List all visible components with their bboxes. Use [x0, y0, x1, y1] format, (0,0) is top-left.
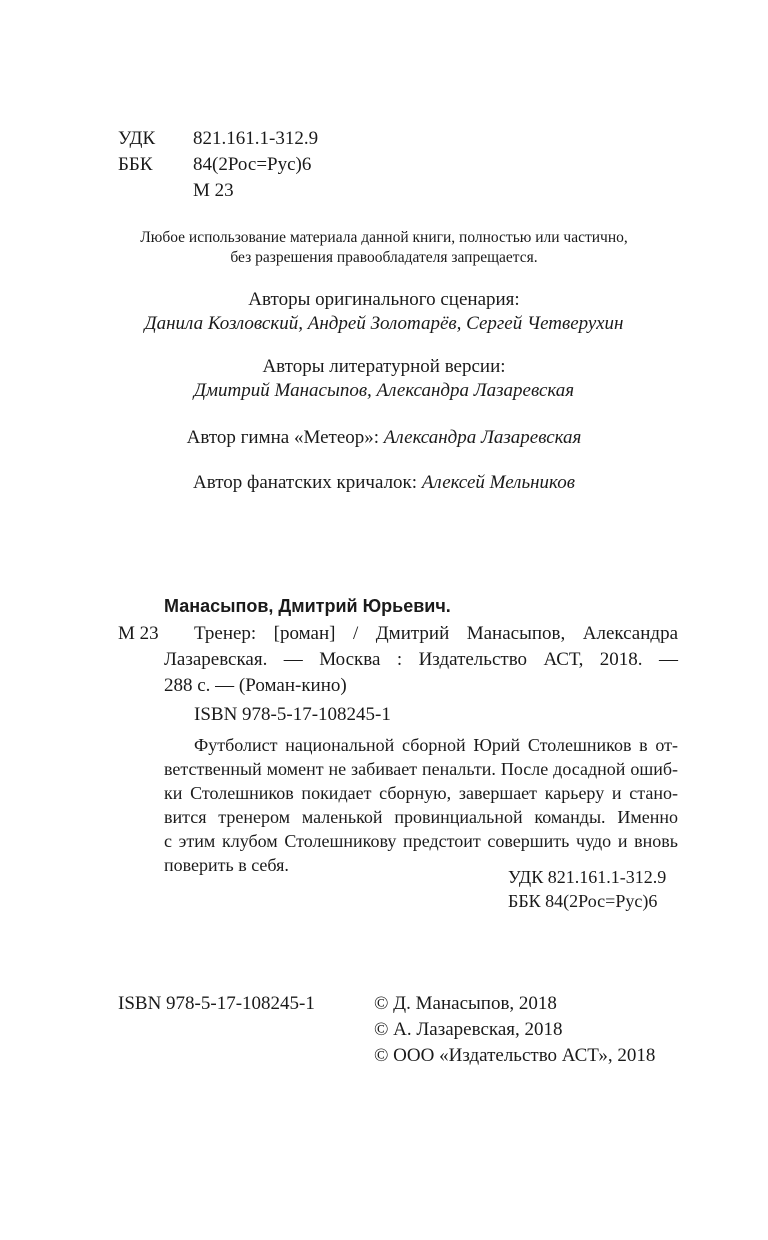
udk-value: 821.161.1-312.9 [193, 128, 319, 149]
copyright-line: © А. Лазаревская, 2018 [374, 1019, 563, 1040]
abstract-line: с этим клубом Столешникову предстоит совершить чудо и вновь [164, 831, 678, 851]
catalog-mark: М 23 [118, 623, 159, 644]
copyright-notice-line-1: Любое использование материала данной книги, полностью или частично, [140, 229, 628, 246]
catalog-udk: УДК 821.161.1-312.9 [508, 867, 667, 887]
copyright-notice-line-2: без разрешения правообладателя запрещается. [230, 249, 538, 266]
abstract-line: вится тренером маленькой провинциальной команды. Именно [164, 807, 678, 827]
chants-prefix: Автор фанатских кричалок: [193, 472, 422, 493]
chants-author: Алексей Мельников [421, 472, 575, 493]
abstract-line: ветственный момент не забивает пенальти. После досадной ошиб- [164, 759, 678, 779]
anthem-prefix: Автор гимна «Метеор»: [186, 427, 384, 448]
catalog-desc-line-3: 288 с. — (Роман-кино) [164, 675, 347, 696]
screenplay-heading: Авторы оригинального сценария: [248, 289, 520, 310]
abstract-line-last: поверить в себя. [164, 855, 289, 875]
author-mark: М 23 [193, 180, 234, 201]
abstract-line: Футболист национальной сборной Юрий Столешников в от- [194, 735, 678, 755]
anthem-credit [0, 427, 768, 449]
literary-heading: Авторы литературной версии: [262, 356, 506, 377]
literary-names: Дмитрий Манасыпов, Александра Лазаревская [193, 380, 575, 401]
footer-isbn: ISBN 978-5-17-108245-1 [118, 993, 315, 1014]
copyright-line: © Д. Манасыпов, 2018 [374, 993, 557, 1014]
bbk-label: ББК [118, 154, 153, 175]
copyright-line: © ООО «Издательство АСТ», 2018 [374, 1045, 656, 1066]
abstract-line: ки Столешников покидает сборную, завершает карьеру и стано- [164, 783, 678, 803]
catalog-bbk: ББК 84(2Рос=Рус)6 [508, 891, 658, 911]
anthem-author: Александра Лазаревская [383, 427, 582, 448]
bbk-value: 84(2Рос=Рус)6 [193, 154, 312, 175]
screenplay-names: Данила Козловский, Андрей Золотарёв, Сергей Четверухин [144, 313, 624, 334]
catalog-desc-line-2: Лазаревская. — Москва : Издательство АСТ, 2018. — [164, 649, 678, 670]
catalog-isbn: ISBN 978-5-17-108245-1 [194, 704, 391, 725]
udk-label: УДК [118, 128, 156, 149]
catalog-desc-line-1: Тренер: [роман] / Дмитрий Манасыпов, Александра [194, 623, 678, 644]
chants-credit [0, 472, 768, 494]
catalog-author-heading: Манасыпов, Дмитрий Юрьевич. [164, 596, 451, 616]
